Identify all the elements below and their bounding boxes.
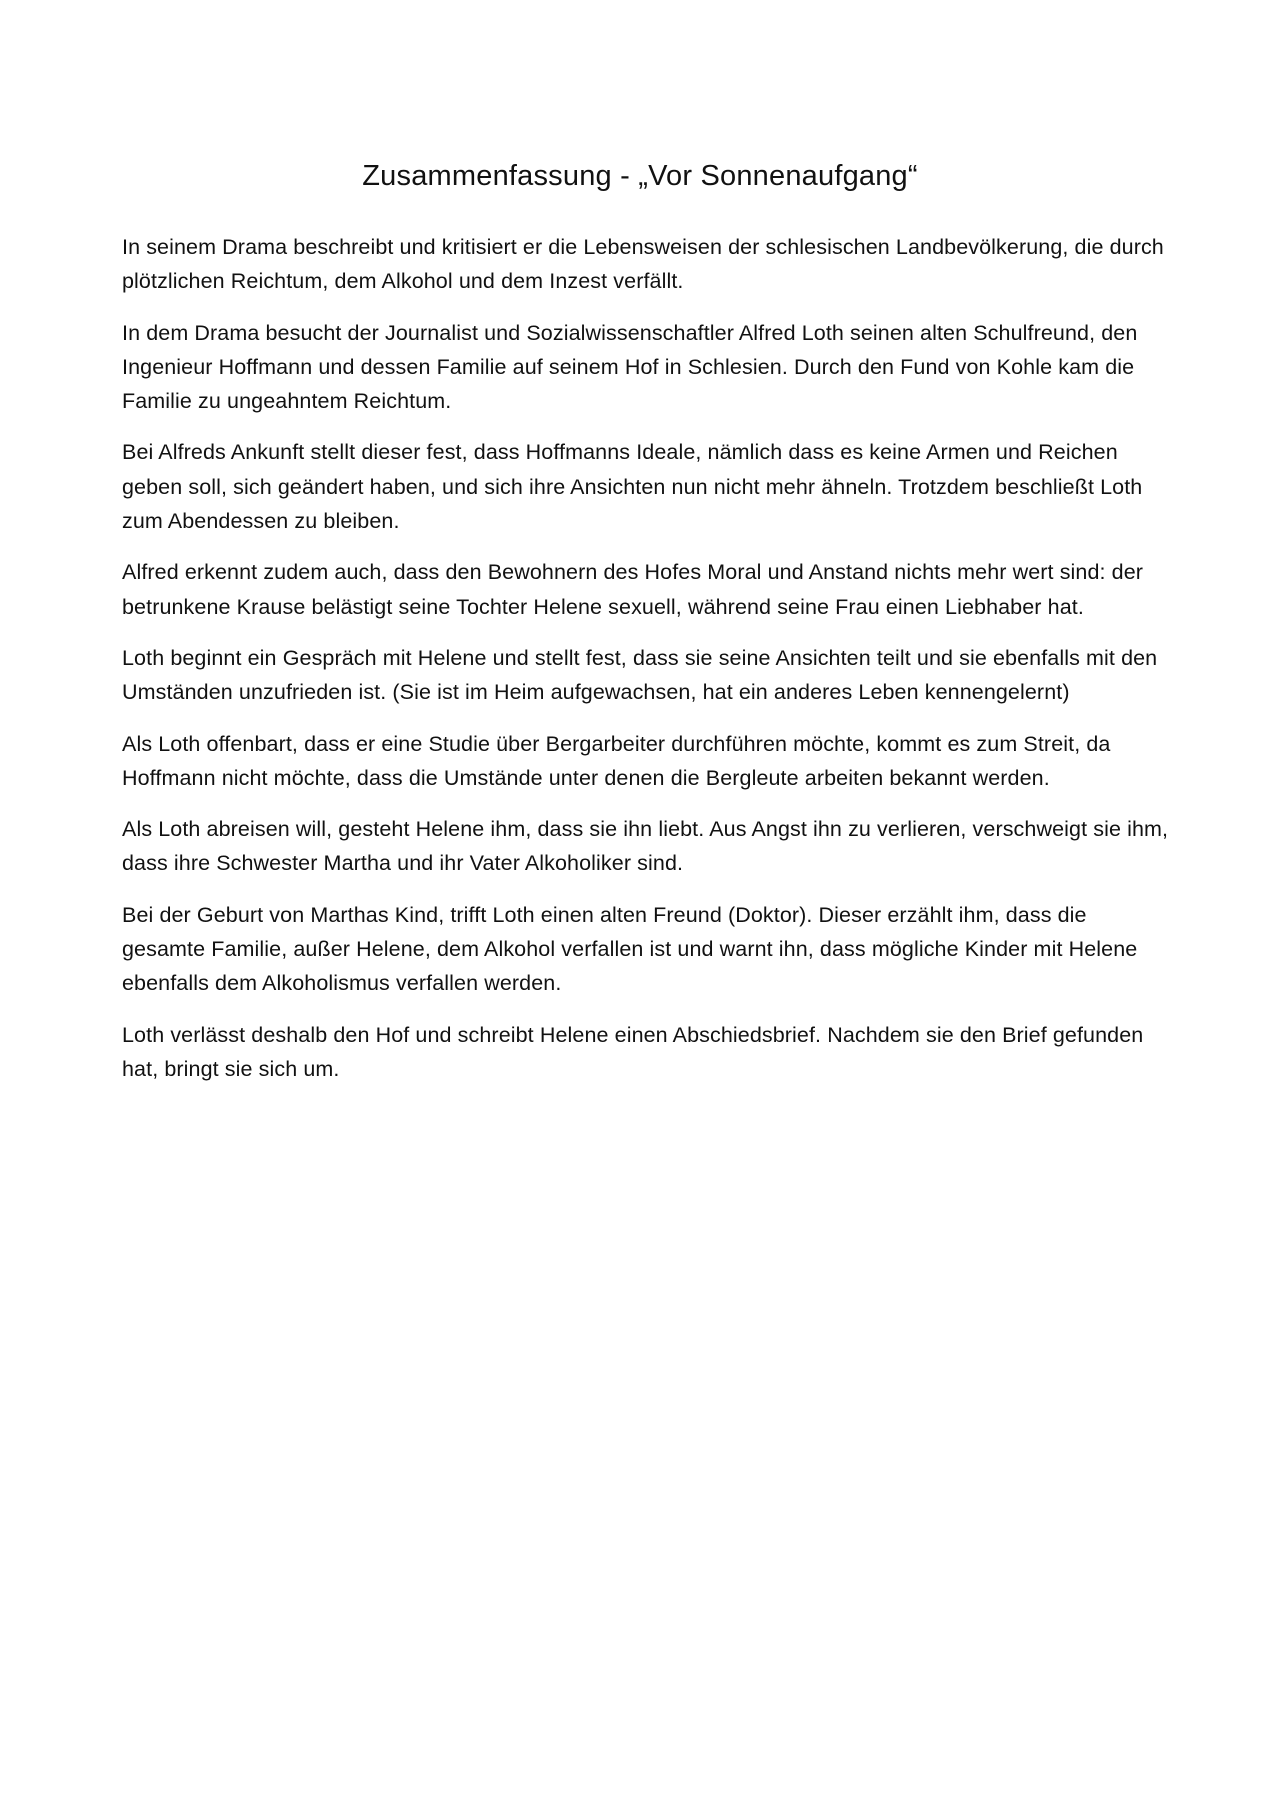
document-body	[122, 230, 1170, 1103]
paragraph-6: Als Loth offenbart, dass er eine Studie über Bergarbeiter durchführen möchte, kommt es zum Streit, da Hoffmann nicht möchte, dass die Umstände unter denen die Bergleute arbeiten bekannt werden.	[122, 731, 1111, 790]
document-title: Zusammenfassung - „Vor Sonnenaufgang“	[362, 160, 918, 192]
paragraph-5: Loth beginnt ein Gespräch mit Helene und stellt fest, dass sie seine Ansichten teilt und sie ebenfalls mit den Umständen unzufrieden ist. (Sie ist im Heim aufgewachsen, hat ein anderes Leben kennengelernt)	[122, 645, 1158, 705]
paragraph-8: Bei der Geburt von Marthas Kind, trifft Loth einen alten Freund (Doktor). Dieser erzählt ihm, dass die gesamte Familie, außer Helene, dem Alkohol verfallen ist und warnt ihn, dass mögliche Kinder mit Helene ebenfalls dem Alkoholismus verfallen werden.	[122, 902, 1138, 996]
paragraph-1: In seinem Drama beschreibt und kritisiert er die Lebensweisen der schlesischen Landbevölkerung, die durch plötzlichen Reichtum, dem Alkohol und dem Inzest verfällt.	[122, 235, 1164, 294]
paragraph-9: Loth verlässt deshalb den Hof und schreibt Helene einen Abschiedsbrief. Nachdem sie den Brief gefunden hat, bringt sie sich um.	[122, 1022, 1144, 1081]
paragraph-2: In dem Drama besucht der Journalist und Sozialwissenschaftler Alfred Loth seinen alten Schulfreund, den Ingenieur Hoffmann und dessen Familie auf seinem Hof in Schlesien. Durch den Fund von Kohle kam die Familie zu ungeahntem Reichtum.	[122, 320, 1138, 414]
paragraph-3: Bei Alfreds Ankunft stellt dieser fest, dass Hoffmanns Ideale, nämlich dass es keine Armen und Reichen geben soll, sich geändert haben, und sich ihre Ansichten nun nicht mehr ähneln. Trotzdem beschließt Loth zum Abendessen zu bleiben.	[122, 440, 1143, 534]
paragraph-4: Alfred erkennt zudem auch, dass den Bewohnern des Hofes Moral und Anstand nichts mehr wert sind: der betrunkene Krause belästigt seine Tochter Helene sexuell, während seine Frau einen Liebhaber hat.	[122, 560, 1144, 619]
paragraph-7: Als Loth abreisen will, gesteht Helene ihm, dass sie ihn liebt. Aus Angst ihn zu verlieren, verschweigt sie ihm, dass ihre Schwester Martha und ihr Vater Alkoholiker sind.	[122, 817, 1169, 876]
